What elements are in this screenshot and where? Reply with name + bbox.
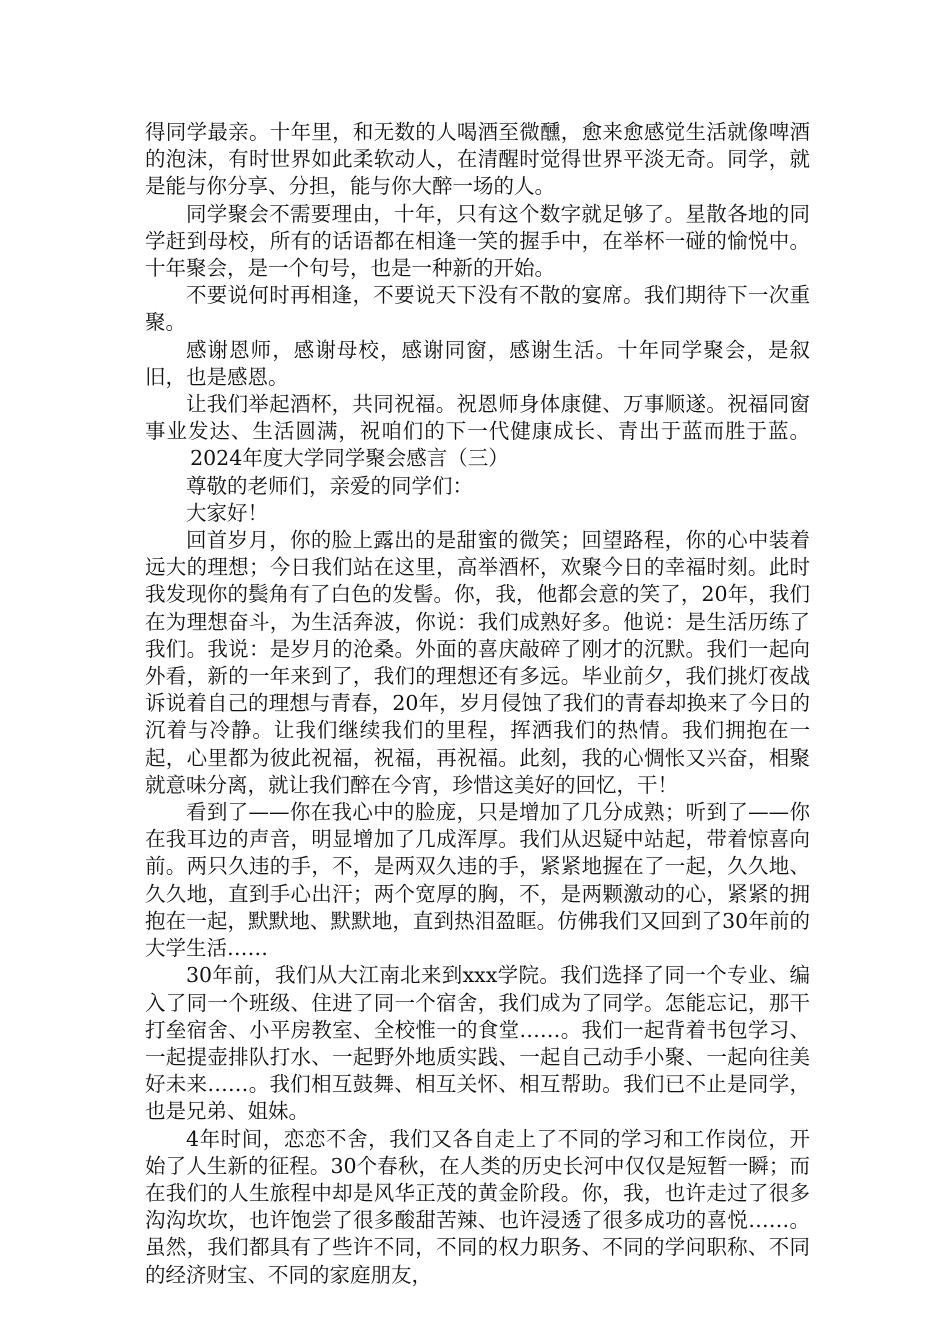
paragraph-5 [145, 391, 810, 473]
greeting: 大家好！ [186, 500, 268, 525]
document-body [145, 119, 810, 1289]
paragraph-2: 同学聚会不需要理由，十年，只有这个数字就足够了。星散各地的同学赶到母校，所有的话语都在相逢一笑的握手中，在举杯一碰的愉悦中。十年聚会，是一个句号，也是一种新的开始。 [145, 201, 810, 281]
paragraph-11: 4年时间，恋恋不舍，我们又各自走上了不同的学习和工作岗位，开始了人生新的征程。30个春秋，在人类的历史长河中仅仅是短暂一瞬；而在我们的人生旅程中却是风华正茂的黄金阶段。你，我，也许走过了很多沟沟坎坎，也许饱尝了很多酸甜苦辣、也许浸透了很多成功的喜悦……。虽然，我们都具有了些许不同，不同的权力职务、不同的学问职称、不同的经济财宝、不同的家庭朋友， [145, 1126, 810, 1287]
paragraph-10: 30年前，我们从大江南北来到xxx学院。我们选择了同一个专业、编入了同一个班级、住进了同一个宿舍，我们成为了同学。怎能忘记，那干打垒宿舍、小平房教室、全校惟一的食堂……。我们一起背着书包学习、一起提壶排队打水、一起野外地质实践、一起自己动手小聚、一起向往美好未来……。我们相互鼓舞、相互关怀、相互帮助。我们已不止是同学，也是兄弟、姐妹。 [145, 963, 810, 1124]
paragraph-4: 感谢恩师，感谢母校，感谢同窗，感谢生活。十年同学聚会，是叙旧，也是感恩。 [145, 337, 810, 389]
paragraph-1: 得同学最亲。十年里，和无数的人喝酒至微醺，愈来愈感觉生活就像啤酒的泡沫，有时世界如此柔软动人，在清醒时觉得世界平淡无奇。同学，就是能与你分享、分担，能与你大醉一场的人。 [145, 120, 810, 199]
section-heading: 2024年度大学同学聚会感言（三） [190, 446, 509, 471]
paragraph-9: 看到了——你在我心中的脸庞，只是增加了几分成熟；听到了——你在我耳边的声音，明显增加了几成浑厚。我们从迟疑中站起，带着惊喜向前。两只久违的手，不，是两双久违的手，紧紧地握在了一起，久久地、久久地，直到手心出汗；两个宽厚的胸，不，是两颗激动的心，紧紧的拥抱在一起，默默地、默默地，直到热泪盈眶。仿佛我们又回到了30年前的大学生活…… [145, 800, 810, 961]
paragraph-3: 不要说何时再相逢，不要说天下没有不散的宴席。我们期待下一次重聚。 [145, 283, 810, 335]
paragraph-5-text: 让我们举起酒杯，共同祝福。祝恩师身体康健、万事顺遂。祝福同窗事业发达、生活圆满，祝咱们的下一代健康成长、青出于蓝而胜于蓝。 [145, 392, 810, 444]
paragraph-8: 回首岁月，你的脸上露出的是甜蜜的微笑；回望路程，你的心中装着远大的理想；今日我们站在这里，高举酒杯，欢聚今日的幸福时刻。此时我发现你的鬓角有了白色的发髻。你，我，他都会意的笑了，20年，我们在为理想奋斗，为生活奔波，你说：我们成熟好多。他说：是生活历练了我们。我说：是岁月的沧桑。外面的喜庆敲碎了刚才的沉默。我们一起向外看，新的一年来到了，我们的理想还有多远。毕业前夕，我们挑灯夜战诉说着自己的理想与青春，20年，岁月侵蚀了我们的青春却换来了今日的沉着与冷静。让我们继续我们的里程，挥洒我们的热情。我们拥抱在一起，心里都为彼此祝福，祝福，再祝福。此刻，我的心惆怅又兴奋，相聚就意味分离，就让我们醉在今宵，珍惜这美好的回忆，干！ [145, 528, 810, 797]
salutation: 尊敬的老师们，亲爱的同学们： [186, 473, 473, 498]
